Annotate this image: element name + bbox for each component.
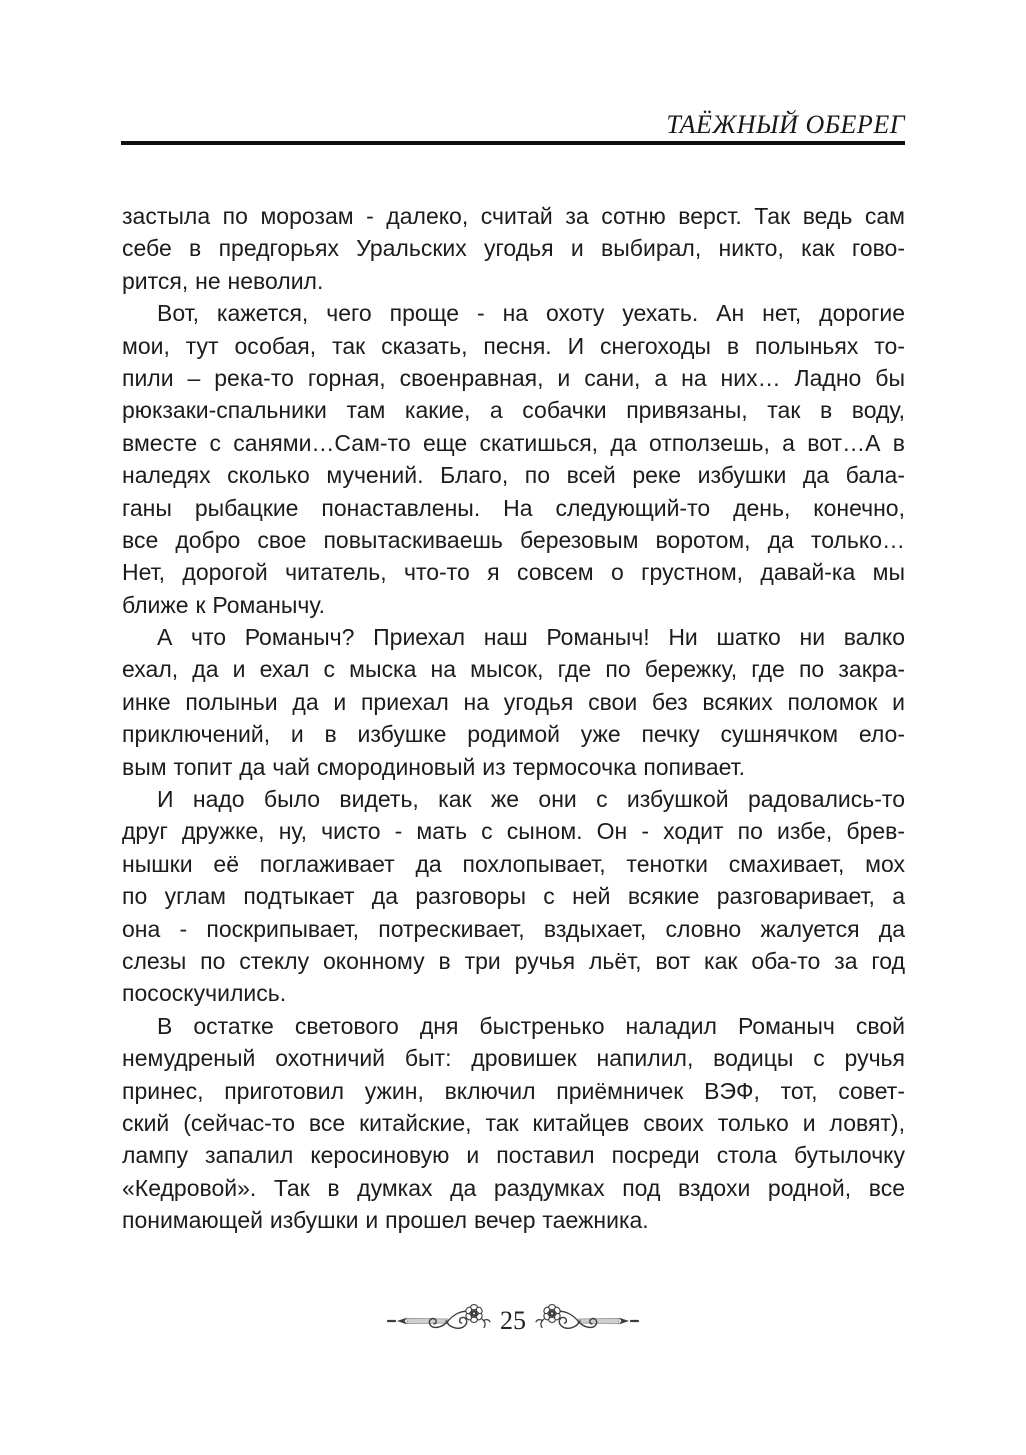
body-text	[122, 200, 905, 1237]
text-line: рюкзаки-спальники там какие, а собачки привязаны, так в воду,	[122, 397, 905, 424]
text-line: по углам подтыкает да разговоры с ней всякие разговаривает, а	[122, 883, 905, 910]
text-line: все добро свое повытаскиваешь березовым воротом, да только…	[122, 526, 905, 553]
text-line: А что Романыч? Приехал наш Романыч! Ни шатко ни валко	[157, 624, 905, 651]
page-number: 25	[500, 1306, 526, 1335]
text-line: «Кедровой». Так в думках да раздумках под вздохи родной, все	[122, 1174, 905, 1201]
text-line: она - поскрипывает, потрескивает, вздыхает, словно жалуется да	[122, 915, 905, 942]
text-line: ехал, да и ехал с мыска на мысок, где по бережку, где по закра-	[122, 656, 905, 683]
text-line: ский (сейчас-то все китайские, так китайцев своих только и ловят),	[122, 1109, 905, 1136]
text-line: И надо было видеть, как же они с избушкой радовались-то	[157, 786, 905, 813]
text-line: слезы по стеклу оконному в три ручья льёт, вот как оба-то за год	[122, 947, 905, 974]
footer-ornament-left-icon	[386, 1299, 492, 1343]
footer-ornament-right-icon	[534, 1299, 640, 1343]
text-line: застыла по морозам - далеко, считай за сотню верст. Так ведь сам	[122, 203, 905, 229]
text-line: себе в предгорьях Уральских угодья и выбирал, никто, как гово-	[122, 235, 905, 262]
text-line: вместе с санями…Сам-то еще скатишься, да отползешь, а вот…А в	[122, 429, 905, 456]
text-line: понимающей избушки и прошел вечер таежника.	[122, 1207, 649, 1234]
text-line: В остатке светового дня быстренько наладил Романыч свой	[157, 1012, 905, 1039]
page-footer	[0, 1298, 1026, 1344]
text-line: рится, не неволил.	[122, 267, 324, 294]
header-rule	[121, 141, 905, 145]
text-line: мои, тут особая, так сказать, песня. И снегоходы в полыньях то-	[122, 332, 905, 359]
text-line: приключений, и в избушке родимой уже печку сушнячком ело-	[122, 721, 905, 748]
text-line: инке полыньи да и приехал на угодья свои без всяких поломок и	[122, 688, 905, 715]
text-line: ганы рыбацкие понаставлены. На следующий-то день, конечно,	[122, 494, 905, 521]
text-line: лампу запалил керосиновую и поставил посреди стола бутылочку	[122, 1142, 905, 1169]
text-line: Нет, дорогой читатель, что-то я совсем о грустном, давай-ка мы	[122, 559, 905, 586]
text-line: ближе к Романычу.	[122, 591, 325, 618]
text-line: пили – река-то горная, своенравная, и сани, а на них… Ладно бы	[122, 364, 905, 391]
text-line: вым топит да чай смородиновый из термосочка попивает.	[122, 753, 746, 780]
text-line: принес, приготовил ужин, включил приёмничек ВЭФ, тот, совет-	[122, 1077, 905, 1104]
text-line: наледях сколько мучений. Благо, по всей реке избушки да бала-	[122, 462, 905, 489]
text-line: пососкучились.	[122, 980, 287, 1007]
text-line: нышки её поглаживает да похлопывает, тенотки смахивает, мох	[122, 850, 905, 877]
text-line: друг дружке, ну, чисто - мать с сыном. Он - ходит по избе, брев-	[122, 818, 905, 845]
running-header-title: ТАЁЖНЫЙ ОБЕРЕГ	[666, 110, 905, 139]
text-line: Вот, кажется, чего проще - на охоту уехать. Ан нет, дорогие	[157, 300, 905, 327]
text-line: немудреный охотничий быт: дровишек напилил, водицы с ручья	[122, 1045, 905, 1072]
